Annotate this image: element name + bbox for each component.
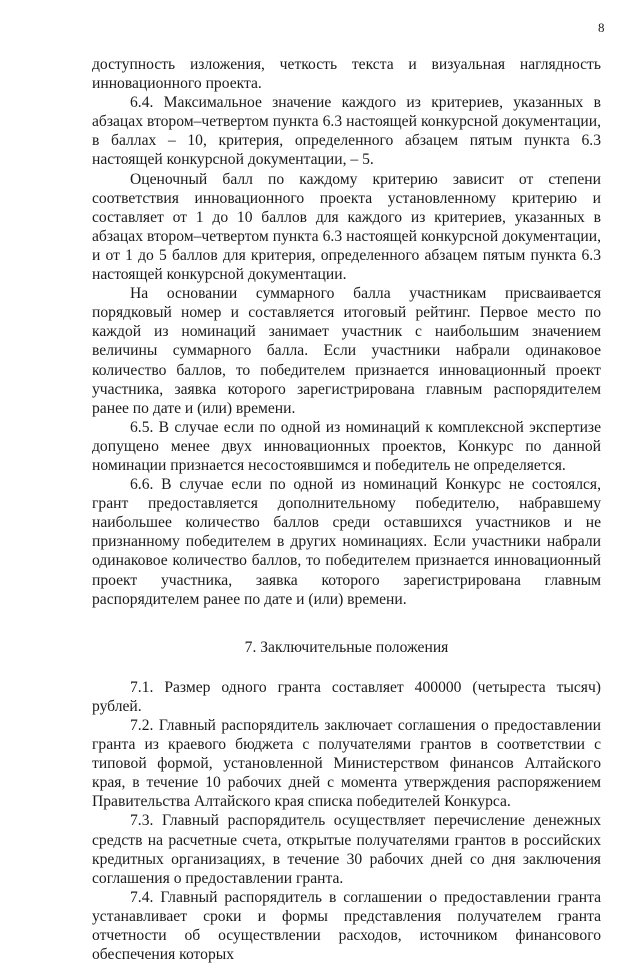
paragraph-7-2: 7.2. Главный распорядитель заключает соглашения о предоставлении гранта из краевого бюджета с получателями грантов в соответствии с типовой формой, установленной Министерством финансов Алтайского края, в течение 10 рабочих дней с момента утверждения распоряжением Правительства Алтайского края списка победителей Конкурса. <box>92 717 601 811</box>
paragraph-7-1: 7.1. Размер одного гранта составляет 400000 (четыреста тысяч) рублей. <box>92 678 601 715</box>
paragraph-rating: На основании суммарного балла участникам присваивается порядковый номер и составляется итоговый рейтинг. Первое место по каждой из номинаций занимает участник с наибольшим значением величины суммарного балла. Если участники набрали одинаковое количество баллов, то победителем признается инновационный проект участника, заявка которого зарегистрирована главным распорядителем ранее по дате и (или) времени. <box>92 285 601 417</box>
paragraph-7-3: 7.3. Главный распорядитель осуществляет перечисление денежных средств на расчетные счета, открытые получателями грантов в российских кредитных организациях, в течение 30 рабочих дней со дня заключения соглашения о предоставлении гранта. <box>92 812 601 887</box>
document-body <box>92 55 601 964</box>
paragraph-score-range: Оценочный балл по каждому критерию зависит от степени соответствия инновационного проекта установленному критерию и составляет от 1 до 10 баллов для каждого из критериев, указанных в абзацах втором–четвертом пункта 6.3 настоящей конкурсной документации, и от 1 до 5 баллов для критерия, определенного абзацем пятым пункта 6.3 настоящей конкурсной документации. <box>92 170 601 284</box>
paragraph-6-5: 6.5. В случае если по одной из номинаций к комплексной экспертизе допущено менее двух инновационных проектов, Конкурс по данной номинации признается несостоявшимся и победитель не определяется. <box>92 418 601 474</box>
paragraph-7-4: 7.4. Главный распорядитель в соглашении о предоставлении гранта устанавливает сроки и формы представления получателем гранта отчетности об осуществлении расходов, источником финансового обеспечения которых <box>92 888 601 964</box>
paragraph-continuation: доступность изложения, четкость текста и визуальная наглядность инновационного проекта. <box>92 56 601 93</box>
page-number: 8 <box>598 20 605 35</box>
section-heading: 7. Заключительные положения <box>244 638 449 656</box>
paragraph-6-4: 6.4. Максимальное значение каждого из критериев, указанных в абзацах втором–четвертом пункта 6.3 настоящей конкурсной документации, в баллах – 10, критерия, определенного абзацем пятым пункта 6.3 настоящей конкурсной документации, – 5. <box>92 94 601 169</box>
paragraph-6-6: 6.6. В случае если по одной из номинаций Конкурс не состоялся, грант предоставляется дополнительному победителю, набравшему наибольшее количество баллов среди оставшихся участников и не признанному победителем в других номинациях. Если участники набрали одинаковое количество баллов, то победителем признается инновационный проект участника, заявка которого зарегистрирована главным распорядителем ранее по дате и (или) времени. <box>92 476 601 608</box>
